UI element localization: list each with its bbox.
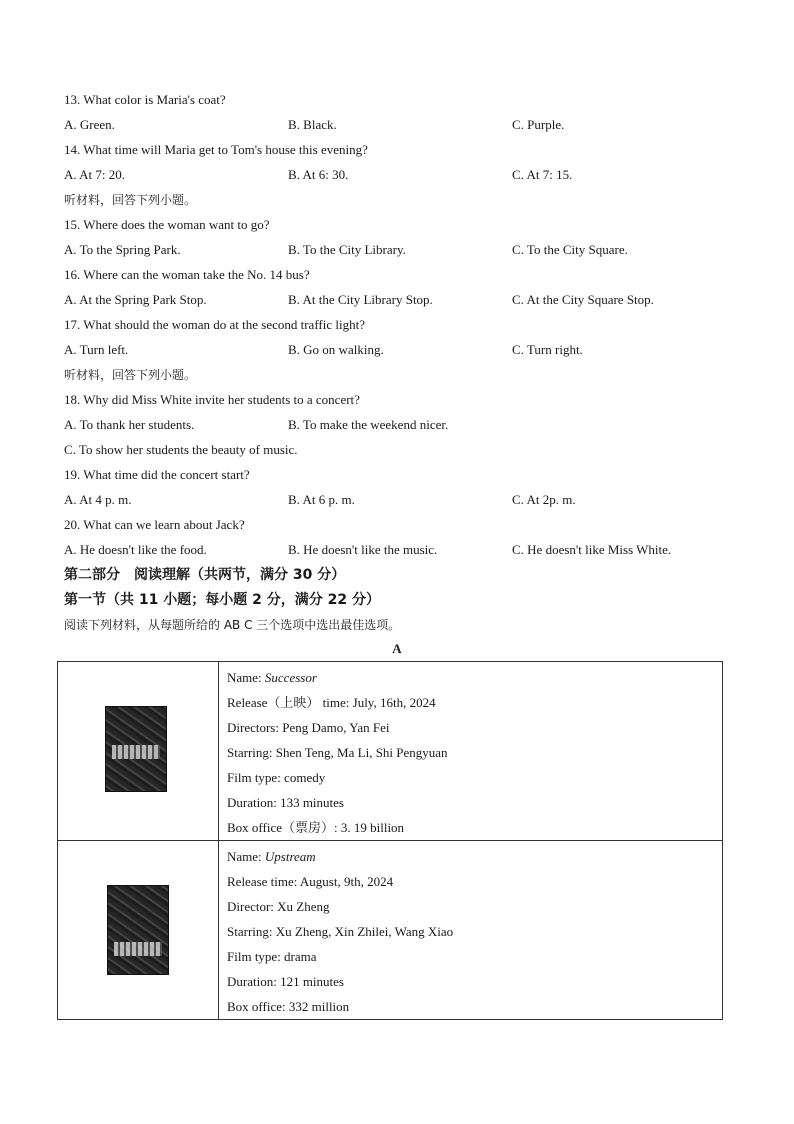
film-name: Successor (264, 670, 317, 685)
option-b: B. He doesn't like the music. (288, 542, 438, 557)
film-name-line (227, 665, 722, 690)
film-directors: Directors: Peng Damo, Yan Fei (227, 720, 390, 735)
film-name: Upstream (264, 849, 316, 864)
film-row (58, 662, 723, 841)
poster-cell (58, 662, 219, 841)
option-b: B. At 6: 30. (288, 167, 349, 182)
option-c: C. He doesn't like Miss White. (512, 542, 672, 557)
option-c: C. At the City Square Stop. (512, 292, 654, 307)
question-15-stem: 15. Where does the woman want to go? (64, 217, 270, 232)
option-c: C. To the City Square. (512, 242, 628, 257)
part2-heading: 第二部分 阅读理解（共两节，满分 30 分） (64, 567, 346, 583)
option-c: C. Turn right. (512, 342, 583, 357)
film-name-label: Name: (227, 849, 265, 864)
question-17-stem: 17. What should the woman do at the second traffic light? (64, 317, 365, 332)
film-name-line (227, 844, 722, 869)
passage-label: A (392, 641, 402, 656)
films-table (57, 661, 723, 1020)
film-info-cell (219, 662, 723, 841)
option-a: A. To the Spring Park. (64, 242, 181, 257)
question-16-stem: 16. Where can the woman take the No. 14 bus? (64, 267, 310, 282)
film-type: Film type: comedy (227, 770, 326, 785)
option-c: C. At 7: 15. (512, 167, 573, 182)
film-info-cell (219, 841, 723, 1020)
option-b: B. At the City Library Stop. (288, 292, 433, 307)
section1-heading: 第一节（共 11 小题；每小题 2 分，满分 22 分） (64, 592, 380, 608)
option-c: C. At 2p. m. (512, 492, 576, 507)
question-13-options (64, 115, 744, 135)
listening-instruction: 听材料，回答下列小题。 (64, 193, 197, 207)
option-b: B. To the City Library. (288, 242, 406, 257)
option-b: B. Go on walking. (288, 342, 384, 357)
option-a: A. To thank her students. (64, 417, 195, 432)
option-b: B. Black. (288, 117, 337, 132)
film-directors: Director: Xu Zheng (227, 899, 330, 914)
film-box-office: Box office（票房）: 3. 19 billion (227, 820, 405, 835)
film-poster-image (105, 706, 167, 792)
option-b: B. At 6 p. m. (288, 492, 355, 507)
question-19-stem: 19. What time did the concert start? (64, 467, 250, 482)
question-18-options-ab (64, 415, 744, 435)
option-a: A. Turn left. (64, 342, 129, 357)
question-13-stem: 13. What color is Maria's coat? (64, 92, 226, 107)
listening-instruction: 听材料，回答下列小题。 (64, 368, 197, 382)
poster-title-graphic (114, 942, 162, 956)
question-19-options (64, 490, 744, 510)
poster-title-graphic (112, 745, 160, 759)
option-b: B. To make the weekend nicer. (288, 417, 449, 432)
question-17-options (64, 340, 744, 360)
film-starring: Starring: Xu Zheng, Xin Zhilei, Wang Xiao (227, 924, 454, 939)
option-a: A. At the Spring Park Stop. (64, 292, 207, 307)
option-a: A. He doesn't like the food. (64, 542, 207, 557)
film-box-office: Box office: 332 million (227, 999, 350, 1014)
option-a: A. At 4 p. m. (64, 492, 132, 507)
film-row (58, 841, 723, 1020)
film-type: Film type: drama (227, 949, 317, 964)
film-duration: Duration: 133 minutes (227, 795, 344, 810)
poster-cell (58, 841, 219, 1020)
film-name-label: Name: (227, 670, 265, 685)
film-duration: Duration: 121 minutes (227, 974, 344, 989)
film-release: Release（上映） time: July, 16th, 2024 (227, 695, 436, 710)
reading-instruction: 阅读下列材料，从每题所给的 AB C 三个选项中选出最佳选项。 (64, 618, 401, 632)
film-starring: Starring: Shen Teng, Ma Li, Shi Pengyuan (227, 745, 448, 760)
question-18-stem: 18. Why did Miss White invite her students to a concert? (64, 392, 360, 407)
option-c: C. To show her students the beauty of music. (64, 442, 298, 457)
film-poster-image (107, 885, 169, 975)
question-20-options (64, 540, 744, 560)
option-a: A. At 7: 20. (64, 167, 126, 182)
question-14-stem: 14. What time will Maria get to Tom's house this evening? (64, 142, 368, 157)
option-c: C. Purple. (512, 117, 565, 132)
question-20-stem: 20. What can we learn about Jack? (64, 517, 245, 532)
question-14-options (64, 165, 744, 185)
film-release: Release time: August, 9th, 2024 (227, 874, 394, 889)
question-16-options (64, 290, 744, 310)
option-a: A. Green. (64, 117, 115, 132)
question-15-options (64, 240, 744, 260)
